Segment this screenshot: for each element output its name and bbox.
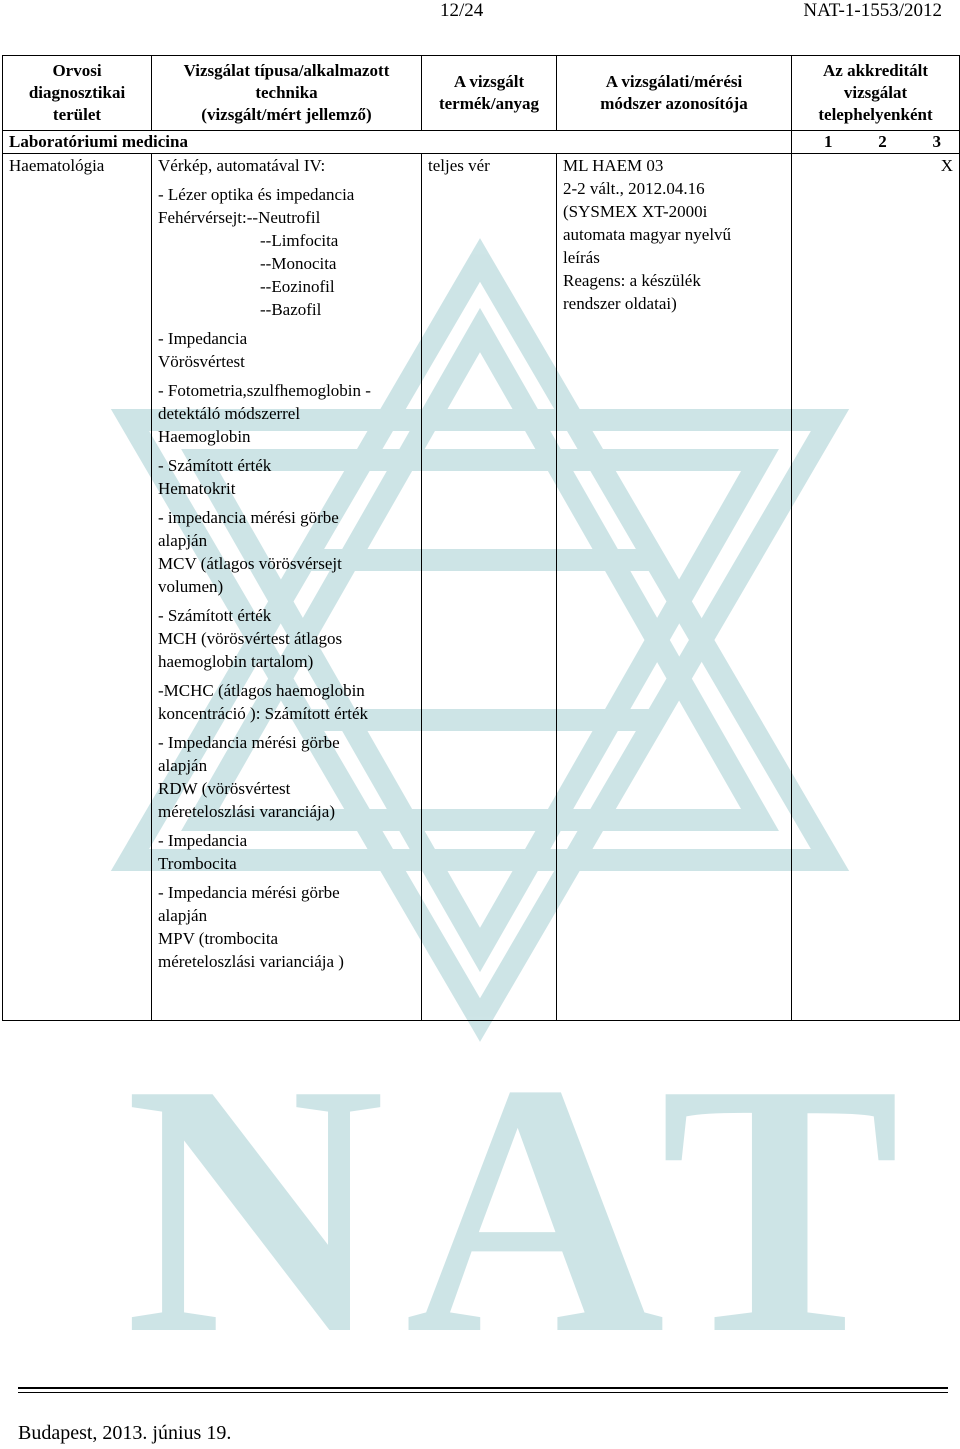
type-cell	[152, 154, 422, 1021]
type-line: -MCHC (átlagos haemoglobin	[158, 681, 365, 700]
watermark-letter-n: N	[125, 1009, 385, 1408]
type-line: koncentráció ): Számított érték	[158, 704, 369, 723]
type-line: Hematokrit	[158, 479, 236, 498]
method-cell	[557, 154, 792, 1021]
method-line: automata magyar nyelvű	[563, 225, 732, 244]
type-line: MCH (vörösvértest átlagos	[158, 629, 343, 648]
type-line: MPV (trombocita	[158, 929, 279, 948]
type-line: Haemoglobin	[158, 427, 251, 446]
type-lines	[158, 154, 415, 973]
site-mark-cell: X	[792, 154, 960, 1021]
method-lines	[563, 154, 785, 315]
type-line: MCV (átlagos vörösvérsejt	[158, 554, 342, 573]
method-line: ML HAEM 03	[563, 156, 664, 175]
type-line: - Számított érték	[158, 456, 272, 475]
col-header-site	[792, 56, 960, 131]
method-line: 2-2 vált., 2012.04.16	[563, 179, 705, 198]
page-header	[0, 0, 960, 24]
col-header-material-line: A vizsgált	[453, 72, 525, 91]
type-line: - Lézer optika és impedancia	[158, 185, 355, 204]
type-line: RDW (vörösvértest	[158, 779, 291, 798]
col-header-area	[3, 56, 152, 131]
accreditation-table	[2, 55, 960, 1021]
watermark-letter-t: T	[660, 1009, 901, 1408]
type-line: alapján	[158, 756, 208, 775]
type-line: - Fotometria,szulfhemoglobin -	[158, 381, 371, 400]
site-number-2: 2	[878, 132, 887, 151]
footer-place-date: Budapest, 2013. június 19.	[18, 1422, 232, 1444]
type-line: - Impedancia mérési görbe	[158, 733, 340, 752]
col-header-type-line: technika	[255, 83, 318, 102]
method-line: (SYSMEX XT-2000i	[563, 202, 708, 221]
type-line: volumen)	[158, 577, 224, 596]
col-header-method	[557, 56, 792, 131]
col-header-area-line: diagnosztikai	[28, 83, 126, 102]
page-number: 12/24	[440, 0, 484, 21]
type-line: --Eozinofil	[158, 277, 335, 296]
col-header-type-line: (vizsgált/mért jellemző)	[201, 105, 372, 124]
method-line: Reagens: a készülék	[563, 271, 701, 290]
type-line: méreteloszlási varanciája)	[158, 802, 335, 821]
type-line: --Bazofil	[158, 300, 322, 319]
header-row	[3, 56, 960, 131]
method-line: rendszer oldatai)	[563, 294, 677, 313]
footer-rule-thin	[18, 1392, 948, 1393]
col-header-type-line: Vizsgálat típusa/alkalmazott	[183, 61, 390, 80]
type-line: - Impedancia	[158, 831, 248, 850]
col-header-area-line: terület	[52, 105, 102, 124]
type-line: --Monocita	[158, 254, 337, 273]
type-line: alapján	[158, 906, 208, 925]
table-row	[3, 154, 960, 1021]
type-line: Fehérvérsejt:--Neutrofil	[158, 208, 321, 227]
col-header-method-line: módszer azonosítója	[600, 94, 748, 113]
section-site-numbers	[792, 131, 960, 154]
type-line: alapján	[158, 531, 208, 550]
type-line: detektáló módszerrel	[158, 404, 301, 423]
type-line: - Impedancia	[158, 329, 248, 348]
col-header-site-line: Az akkreditált	[823, 61, 928, 80]
col-header-type	[152, 56, 422, 131]
type-line: méreteloszlási varianciája )	[158, 952, 344, 971]
type-line: - Számított érték	[158, 606, 272, 625]
type-line: Vörösvértest	[158, 352, 245, 371]
type-line: Vérkép, automatával IV:	[158, 156, 326, 175]
col-header-material	[422, 56, 557, 131]
area-cell: Haematológia	[3, 154, 152, 1021]
section-title: Laboratóriumi medicina	[3, 131, 792, 154]
col-header-site-line: vizsgálat	[843, 83, 908, 102]
col-header-material-line: termék/anyag	[438, 94, 540, 113]
nat-watermark-letters	[125, 1009, 900, 1408]
site-number-1: 1	[824, 132, 833, 151]
col-header-area-line: Orvosi	[52, 61, 102, 80]
type-line: haemoglobin tartalom)	[158, 652, 314, 671]
document-id: NAT-1-1553/2012	[803, 0, 942, 21]
type-line: --Limfocita	[158, 231, 339, 250]
method-line: leírás	[563, 248, 600, 267]
col-header-site-line: telephelyenként	[818, 105, 933, 124]
watermark-letter-a: A	[405, 1009, 665, 1408]
type-line: Trombocita	[158, 854, 237, 873]
type-line: - Impedancia mérési görbe	[158, 883, 340, 902]
col-header-method-line: A vizsgálati/mérési	[605, 72, 743, 91]
site-number-3: 3	[932, 132, 941, 151]
material-cell: teljes vér	[422, 154, 557, 1021]
type-line: - impedancia mérési görbe	[158, 508, 339, 527]
footer-rule	[18, 1387, 948, 1389]
section-row	[3, 131, 960, 154]
